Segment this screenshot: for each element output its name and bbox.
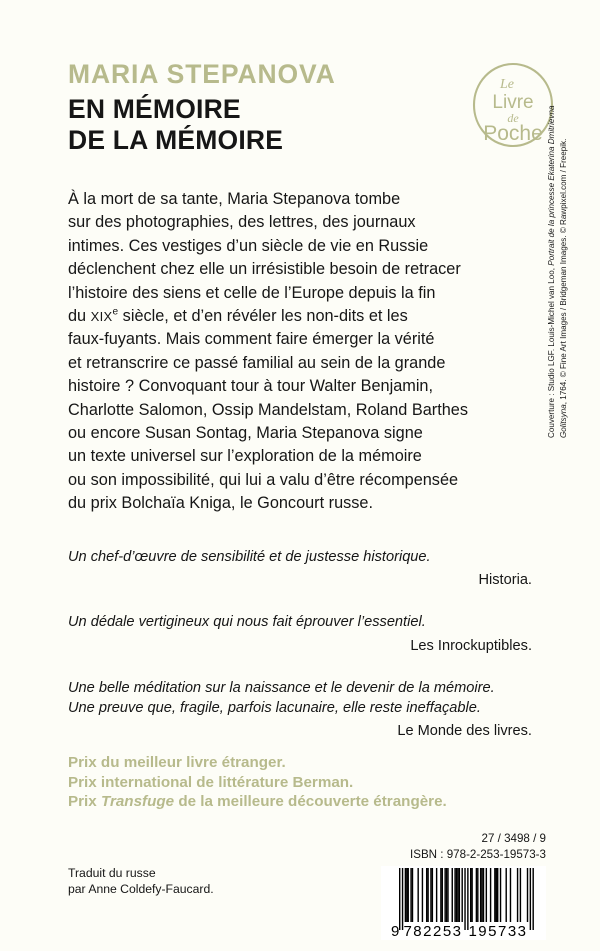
back-cover-blurb [68,188,536,516]
svg-text:782253: 782253 [403,923,463,940]
isbn-block [330,831,546,862]
prize-suffix: de la meilleure découverte étrangère. [174,793,447,811]
title-line-2: DE LA MÉMOIRE [68,124,284,155]
century-suffix: siècle, et d’en révéler les non-dits et les [118,307,408,326]
blurb-line: et retranscrire ce passé familial au sein de la grande [68,353,446,372]
quote-source: Historia. [478,572,532,589]
blurb-line: du prix Bolchaïa Kniga, le Goncourt russe. [68,494,373,513]
blurb-line: ou son impossibilité, qui lui a valu d’être récompensée [68,470,459,489]
blurb-line: un texte universel sur l’exploration de la mémoire [68,447,422,466]
press-quote [68,547,532,590]
credits-artwork-title: Portrait de la princesse Ekaterina Dmitrievna [547,105,556,266]
quote-text: Une belle méditation sur la naissance et le devenir de la mémoire. [68,679,495,696]
svg-text:Le: Le [500,77,514,92]
prizes-list [68,753,498,812]
blurb-line: sur des photographies, des lettres, des journaux [68,213,416,232]
isbn-number: ISBN : 978-2-253-19573-3 [410,847,546,861]
blurb-line: intimes. Ces vestiges d’un siècle de vie en Russie [68,236,429,255]
quote-text: Une preuve que, fragile, parfois lacunaire, elle reste ineffaçable. [68,700,481,717]
author-name: MARIA STEPANOVA [68,59,336,89]
credits-prefix: Couverture : Studio LGF. Louis-Michel van Loo, [547,265,556,438]
century-smallcaps: XIX [90,309,113,325]
svg-text:de: de [507,111,519,125]
svg-text:Poche: Poche [483,122,543,145]
svg-text:Livre: Livre [492,92,534,113]
cover-credits [546,0,569,438]
blurb-line-century [68,305,536,328]
blurb-line: histoire ? Convoquant tour à tour Walter Benjamin, [68,377,434,396]
svg-text:195733: 195733 [468,923,528,940]
century-superscript: e [112,306,119,318]
blurb-line: l’histoire des siens et celle de l’Europe depuis la fin [68,283,436,302]
translator-credit [68,866,214,897]
quote-text: Un chef-d’œuvre de sensibilité et de justesse historique. [68,549,431,565]
prize-item: Prix international de littérature Berman. [68,773,354,791]
press-quote [68,612,532,655]
ean13-barcode [381,866,546,940]
quote-source: Les Inrockuptibles. [410,637,532,654]
credits-suffix: , 1764. © Fine Art Images / Bridgeman Images. © Rawpixel.com / Freepik. [558,138,568,405]
product-code: 27 / 3498 / 9 [481,832,546,845]
blurb-line: Charlotte Salomon, Ossip Mandelstam, Roland Barthes [68,400,468,419]
prize-italic-title: Transfuge [100,793,175,811]
prize-prefix: Prix [68,793,101,811]
translator-line-2: par Anne Coldefy-Faucard. [68,881,214,896]
blurb-line: déclenchent chez elle un irrésistible besoin de retracer [68,260,461,279]
press-quote [68,678,532,742]
credits-line-2 [558,0,570,438]
credits-artwork-title-cont: Golitsyna [558,404,568,438]
prize-item [68,792,498,812]
blurb-line: À la mort de sa tante, Maria Stepanova tombe [68,190,401,208]
svg-text:9: 9 [391,923,400,940]
blurb-line: faux-fuyants. Mais comment faire émerger la vérité [68,330,435,349]
press-quotes [68,547,532,741]
blurb-line: ou encore Susan Sontag, Maria Stepanova signe [68,424,423,443]
title-line-1: EN MÉMOIRE [68,93,241,124]
credits-line-1 [546,0,558,438]
century-prefix: du [68,307,91,326]
quote-source: Le Monde des livres. [397,723,532,740]
translator-line-1: Traduit du russe [68,866,156,880]
quote-text: Un dédale vertigineux qui nous fait éprouver l’essentiel. [68,614,426,631]
prize-item: Prix du meilleur livre étranger. [68,754,286,771]
